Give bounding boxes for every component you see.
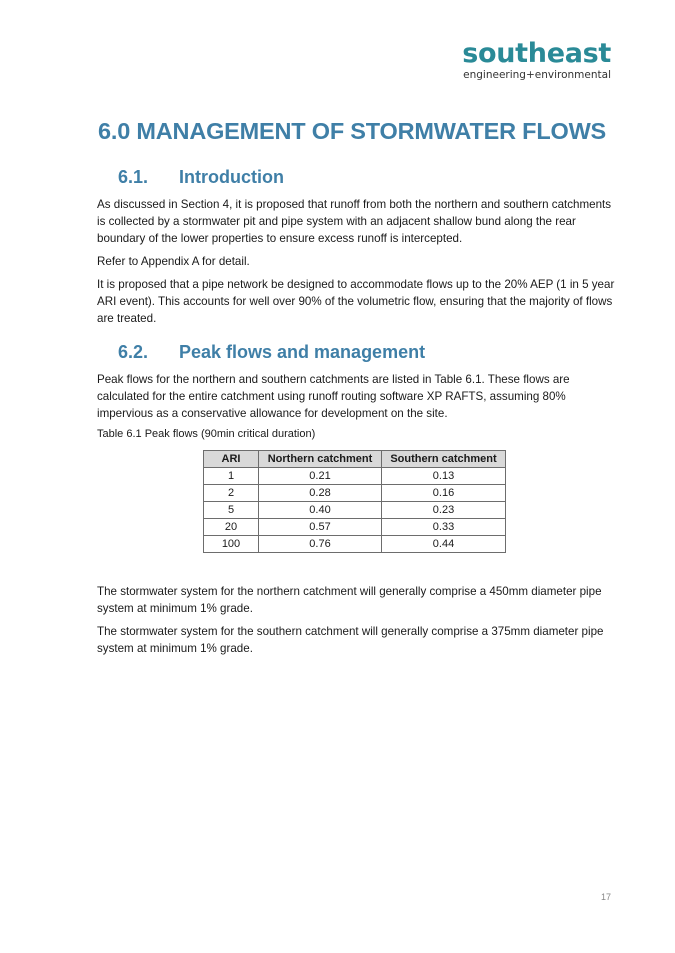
heading-text: Peak flows and management: [179, 342, 426, 362]
column-header: Northern catchment: [259, 451, 382, 468]
table-header-row: [204, 451, 506, 468]
table-cell: 0.33: [382, 519, 506, 536]
table-row: [204, 519, 506, 536]
intro-paragraph-3: It is proposed that a pipe network be designed to accommodate flows up to the 20% AEP (1 in 5 year ARI event). This accounts for well over 90% of the volumetric flow, ensuring that the majority of flows are treated.: [97, 278, 615, 325]
heading-introduction: [118, 167, 284, 188]
table-row: [204, 485, 506, 502]
table-cell: 0.16: [382, 485, 506, 502]
heading-text: Introduction: [179, 167, 284, 187]
heading-number: 6.2.: [118, 342, 149, 362]
table-cell: 1: [204, 468, 259, 485]
table-cell: 5: [204, 502, 259, 519]
logo-brand: southeast: [462, 38, 611, 69]
company-logo: [462, 40, 611, 81]
heading-number: 6.1.: [118, 167, 149, 187]
page-number: 17: [601, 892, 612, 902]
section-title: 6.0 MANAGEMENT OF STORMWATER FLOWS: [98, 118, 607, 144]
peak-paragraph-3: The stormwater system for the southern catchment will generally comprise a 375mm diameter pipe system at minimum 1% grade.: [97, 625, 604, 655]
peak-paragraph-1: Peak flows for the northern and southern catchments are listed in Table 6.1. These flows are calculated for the entire catchment using runoff routing software XP RAFTS, assuming 80% impervious as a conservative allowance for development on the site.: [97, 373, 570, 420]
logo-tagline: engineering+environmental: [463, 69, 611, 81]
table-cell: 0.76: [259, 536, 382, 553]
table-row: [204, 536, 506, 553]
table-row: [204, 502, 506, 519]
peak-flows-table: [203, 450, 506, 553]
peak-paragraph-2: The stormwater system for the northern catchment will generally comprise a 450mm diameter pipe system at minimum 1% grade.: [97, 585, 602, 615]
table-cell: 2: [204, 485, 259, 502]
table-row: [204, 468, 506, 485]
table-cell: 0.44: [382, 536, 506, 553]
table-cell: 100: [204, 536, 259, 553]
table-cell: 0.13: [382, 468, 506, 485]
column-header: ARI: [204, 451, 259, 468]
table-cell: 0.40: [259, 502, 382, 519]
intro-paragraph-2: Refer to Appendix A for detail.: [97, 255, 250, 268]
table-cell: 0.28: [259, 485, 382, 502]
table-cell: 20: [204, 519, 259, 536]
table-cell: 0.57: [259, 519, 382, 536]
heading-peak-flows: [118, 342, 425, 363]
table-cell: 0.23: [382, 502, 506, 519]
table-caption: Table 6.1 Peak flows (90min critical duration): [97, 428, 316, 440]
column-header: Southern catchment: [382, 451, 506, 468]
table-cell: 0.21: [259, 468, 382, 485]
intro-paragraph-1: As discussed in Section 4, it is proposed that runoff from both the northern and southern catchments is collected by a stormwater pit and pipe system with an adjacent shallow bund along the rear boundary of the lower properties to ensure excess runoff is intercepted.: [97, 198, 612, 245]
